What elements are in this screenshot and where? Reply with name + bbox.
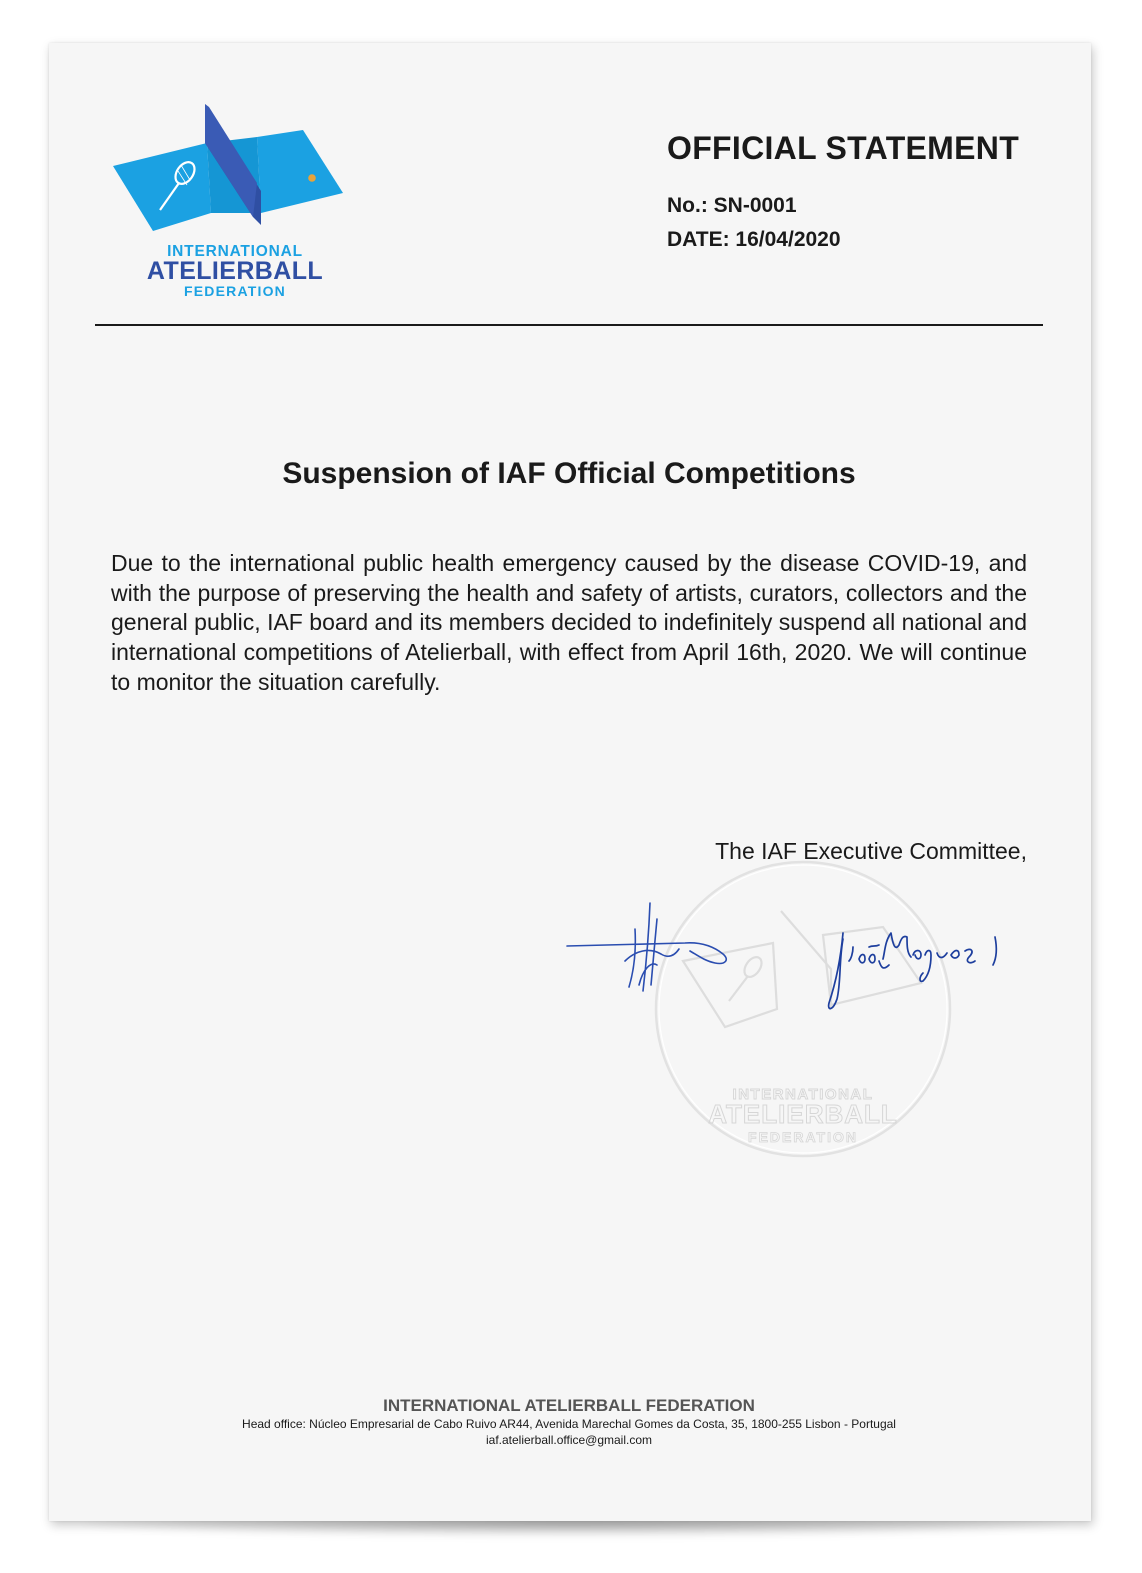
logo-court-right xyxy=(257,130,343,213)
document-page xyxy=(49,43,1091,1521)
header-divider xyxy=(95,324,1043,326)
statement-title: OFFICIAL STATEMENT xyxy=(667,130,1020,166)
footer-address: Head office: Núcleo Empresarial de Cabo Ruivo AR44, Avenida Marechal Gomes da Costa, 35, 1800-255 Lisbon - Portugal xyxy=(242,1417,896,1431)
logo-court-left xyxy=(113,143,211,231)
seal-text-atelierball: ATELIERBALL xyxy=(708,1099,898,1129)
statement-date: DATE: 16/04/2020 xyxy=(667,228,841,251)
footer-email: iaf.atelierball.office@gmail.com xyxy=(485,1433,653,1447)
ball-icon xyxy=(308,174,316,182)
logo-text-atelierball: ATELIERBALL xyxy=(146,257,324,285)
footer-org-name: INTERNATIONAL ATELIERBALL FEDERATION xyxy=(383,1396,755,1415)
signature-joao-marques xyxy=(819,915,1011,1015)
seal-text-federation: FEDERATION xyxy=(748,1129,858,1145)
logo-text-international: INTERNATIONAL xyxy=(167,243,303,260)
statement-subject: Suspension of IAF Official Competitions xyxy=(282,457,856,490)
logo-text-federation: FEDERATION xyxy=(184,283,286,299)
document-footer xyxy=(49,1395,1089,1448)
closing-line: The IAF Executive Committee, xyxy=(715,838,1027,864)
seal-text-international: INTERNATIONAL xyxy=(732,1086,874,1103)
iaf-logo xyxy=(111,101,347,301)
statement-number: No.: SN-0001 xyxy=(667,194,797,217)
statement-header xyxy=(667,129,1067,257)
statement-body: Due to the international public health emergency caused by the disease COVID-19, and with the purpose of preserving the health and safety of artists, curators, collectors and the general public, IAF board and its members decided to indefinitely suspend all national and international competitions of Atelierball, with effect from April 16th, 2020. We will continue to monitor the situation carefully. xyxy=(111,550,1027,695)
signature-first xyxy=(565,899,735,999)
